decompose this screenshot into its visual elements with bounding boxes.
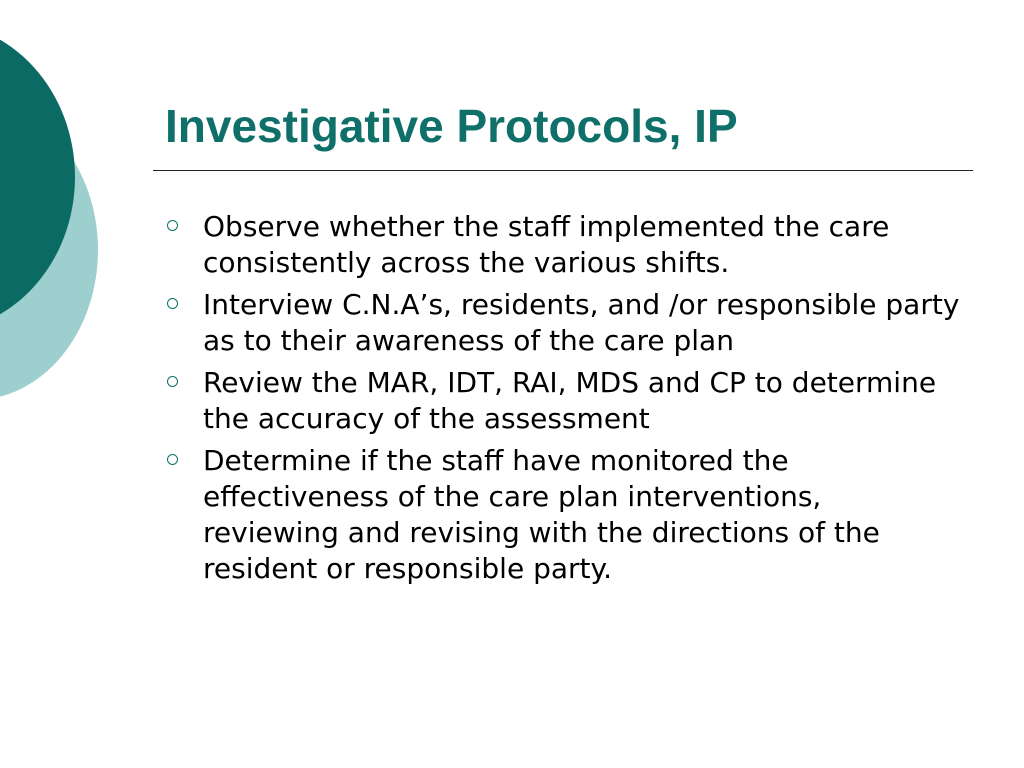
bullet-item: [163, 287, 963, 359]
hollow-circle-bullet-icon: [167, 454, 178, 465]
bullet-list: [163, 209, 963, 593]
bullet-text: Observe whether the staff implemented the care consistently across the various shifts.: [203, 210, 890, 279]
hollow-circle-bullet-icon: [167, 376, 178, 387]
bullet-text: Review the MAR, IDT, RAI, MDS and CP to determine the accuracy of the assessment: [203, 366, 937, 435]
title-divider: [153, 170, 973, 171]
bullet-text: Interview C.N.A’s, residents, and /or responsible party as to their awareness of the care plan: [203, 288, 960, 357]
bullet-item: [163, 365, 963, 437]
hollow-circle-bullet-icon: [167, 298, 178, 309]
bullet-text: Determine if the staff have monitored the effectiveness of the care plan interventions, reviewing and revising with the directions of the resident or responsible party.: [203, 444, 880, 585]
bullet-item: [163, 443, 963, 587]
hollow-circle-bullet-icon: [167, 220, 178, 231]
bullet-item: [163, 209, 963, 281]
slide-title: Investigative Protocols, IP: [165, 100, 738, 152]
